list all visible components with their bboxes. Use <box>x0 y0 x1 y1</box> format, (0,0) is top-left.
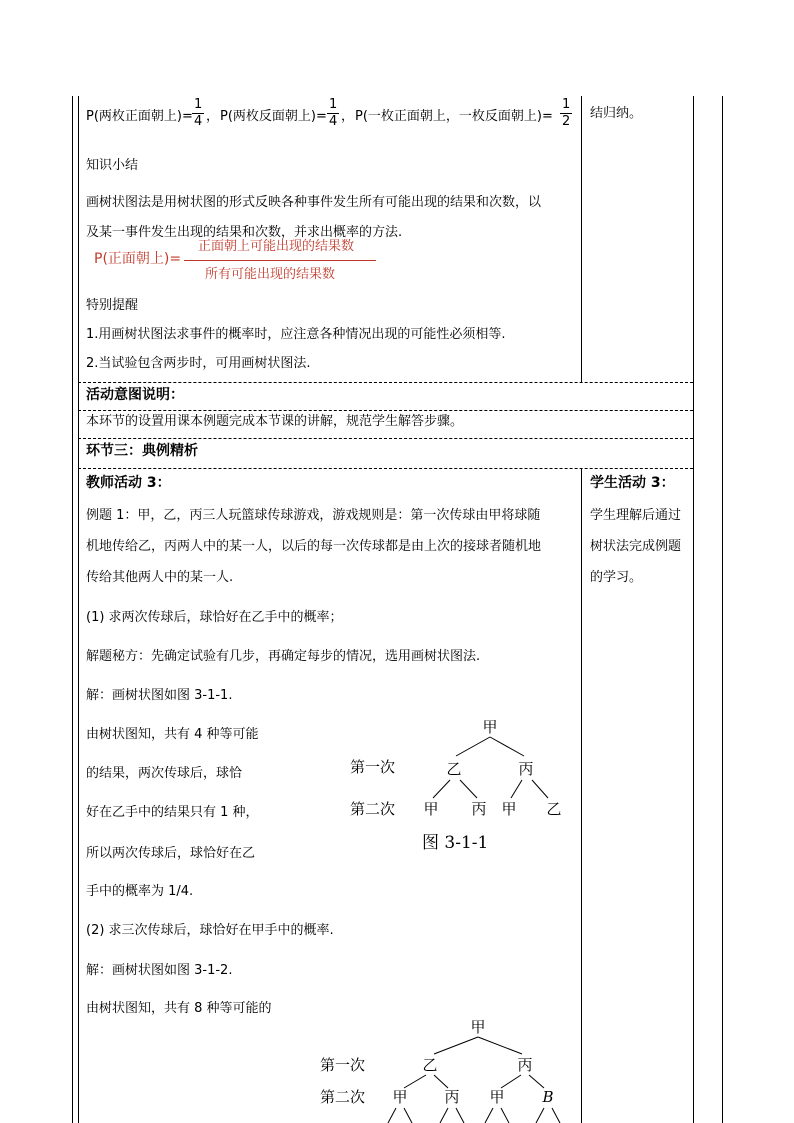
table-left-border <box>72 96 73 1123</box>
question-2: (2) 求三次传球后，球恰好在甲手中的概率. <box>86 923 334 938</box>
prob-two-tails-fraction: 1 4 <box>329 97 338 129</box>
table-left-border-inner <box>78 96 79 1123</box>
tips-title: 特别提醒 <box>86 298 139 313</box>
solution-1-line-b: 的结果，两次传球后，球恰 <box>86 766 243 781</box>
tree2-l2-node: 丙 <box>444 1088 460 1106</box>
tree2-edge <box>552 1108 560 1123</box>
table-right-inner <box>693 96 694 1123</box>
tree2-l2-node: 甲 <box>392 1088 408 1106</box>
tree2-l2-node: 甲 <box>489 1088 505 1106</box>
tip-2: 2.当试验包含两步时，可用画树状图法. <box>86 356 311 371</box>
teacher-activity-title: 教师活动 3： <box>86 475 171 491</box>
tree2-level-2-label: 第二次 <box>320 1088 366 1106</box>
prob-two-heads-fraction: 1 4 <box>194 97 203 129</box>
prob-two-tails-label: P(两枚反面朝上)= <box>220 109 327 124</box>
tree2-level-1-label: 第一次 <box>320 1056 366 1074</box>
solution-1-intro: 解：画树状图如图 3-1-1. <box>86 688 233 703</box>
row-divider-3 <box>78 438 693 439</box>
intent-text: 本环节的设置用课本例题完成本节课的讲解，规范学生解答步骤。 <box>86 414 464 429</box>
summary-title: 知识小结 <box>86 158 139 173</box>
tree2-l1-node: 乙 <box>422 1056 438 1074</box>
tree2-edge <box>434 1075 448 1088</box>
solution-2-intro: 解：画树状图如图 3-1-2. <box>86 963 233 978</box>
tree1-l2-node: 甲 <box>423 800 439 818</box>
tree1-edge <box>460 780 477 798</box>
separator: ， <box>206 109 220 124</box>
tree2-edge <box>478 1037 522 1054</box>
question-1: (1) 求两次传球后，球恰好在乙手中的概率； <box>86 610 343 625</box>
tree1-level-1-label: 第一次 <box>350 758 396 776</box>
student-activity-line-2: 树状法完成例题 <box>590 539 682 554</box>
solution-2-line-a: 由树状图知，共有 8 种等可能的 <box>86 1001 272 1016</box>
tree2-edge <box>404 1108 412 1123</box>
tree2-edge <box>440 1108 448 1123</box>
tree1-edge <box>490 737 524 756</box>
solution-tip: 解题秘方：先确定试验有几步，再确定每步的情况，选用画树状图法. <box>86 649 481 664</box>
row-divider-2 <box>78 410 693 411</box>
tree1-edge <box>433 780 450 798</box>
tree1-l1-node: 乙 <box>446 760 462 778</box>
tree1-l2-node: 丙 <box>471 800 487 818</box>
formula-label: P(正面朝上)= <box>94 251 182 267</box>
tree2-edge <box>388 1108 396 1123</box>
student-activity-line-1: 学生理解后通过 <box>590 508 682 523</box>
tree2-root: 甲 <box>470 1018 486 1036</box>
formula-fraction-bar <box>184 260 376 261</box>
row-divider-4 <box>78 468 693 469</box>
tree2-edge <box>536 1108 544 1123</box>
separator: ， <box>341 109 355 124</box>
tree2-edge <box>434 1037 478 1054</box>
example-1-line-2: 机地传给乙，丙两人中的某一人，以后的每一次传球都是由上次的接球者随机地 <box>86 539 542 554</box>
tree-diagram-3-1-2 <box>318 1012 578 1123</box>
tree2-edge <box>529 1075 544 1088</box>
tree2-l2-node: B <box>542 1088 554 1106</box>
solution-1-line-a: 由树状图知，共有 4 种等可能 <box>86 727 259 742</box>
tree1-edge <box>532 780 548 798</box>
formula-numerator: 正面朝上可能出现的结果数 <box>198 239 355 254</box>
column-divider <box>581 96 582 382</box>
summary-text-line-2: 及某一事件发生出现的结果和次数，并求出概率的方法. <box>86 225 403 240</box>
student-activity-line-3: 的学习。 <box>590 570 643 585</box>
column-divider-lower <box>581 468 582 1123</box>
tree1-root: 甲 <box>482 718 498 736</box>
solution-1-line-c: 好在乙手中的结果只有 1 种， <box>86 805 259 820</box>
example-1-line-1: 例题 1：甲，乙，丙三人玩篮球传球游戏，游戏规则是：第一次传球由甲将球随 <box>86 508 541 523</box>
solution-1-line-e: 手中的概率为 1/4. <box>86 884 194 899</box>
tree1-edge <box>456 737 490 756</box>
tree2-edge <box>501 1108 509 1123</box>
right-column-note: 结归纳。 <box>590 106 643 121</box>
tree1-level-2-label: 第二次 <box>350 800 396 818</box>
tree1-caption: 图 3-1-1 <box>422 833 489 853</box>
tree2-edge <box>404 1075 426 1088</box>
solution-1-line-d: 所以两次传球后，球恰好在乙 <box>86 846 256 861</box>
summary-text-line-1: 画树状图法是用树状图的形式反映各种事件发生所有可能出现的结果和次数，以 <box>86 195 542 210</box>
prob-mixed-label: P(一枚正面朝上，一枚反面朝上)= <box>355 109 553 124</box>
tree2-edge <box>501 1075 521 1088</box>
table-right-border <box>722 96 723 1123</box>
row-divider-1 <box>78 382 693 383</box>
example-1-line-3: 传给其他两人中的某一人. <box>86 570 234 585</box>
tree2-edge <box>485 1108 493 1123</box>
intent-title: 活动意图说明： <box>86 387 184 403</box>
prob-two-heads-label: P(两枚正面朝上)= <box>86 109 193 124</box>
tree2-l1-node: 丙 <box>517 1056 533 1074</box>
student-activity-title: 学生活动 3： <box>590 475 675 491</box>
tree1-l1-node: 丙 <box>518 760 534 778</box>
prob-mixed-fraction: 1 2 <box>562 97 571 129</box>
formula-denominator: 所有可能出现的结果数 <box>205 267 336 282</box>
tree1-l2-node: 乙 <box>546 800 562 818</box>
tree2-edge <box>456 1108 464 1123</box>
tip-1: 1.用画树状图法求事件的概率时，应注意各种情况出现的可能性必须相等. <box>86 327 506 342</box>
tree-diagram-3-1-1 <box>340 710 580 860</box>
section-3-title: 环节三：典例精析 <box>86 443 198 459</box>
tree1-edge <box>511 780 522 798</box>
tree1-l2-node: 甲 <box>501 800 517 818</box>
